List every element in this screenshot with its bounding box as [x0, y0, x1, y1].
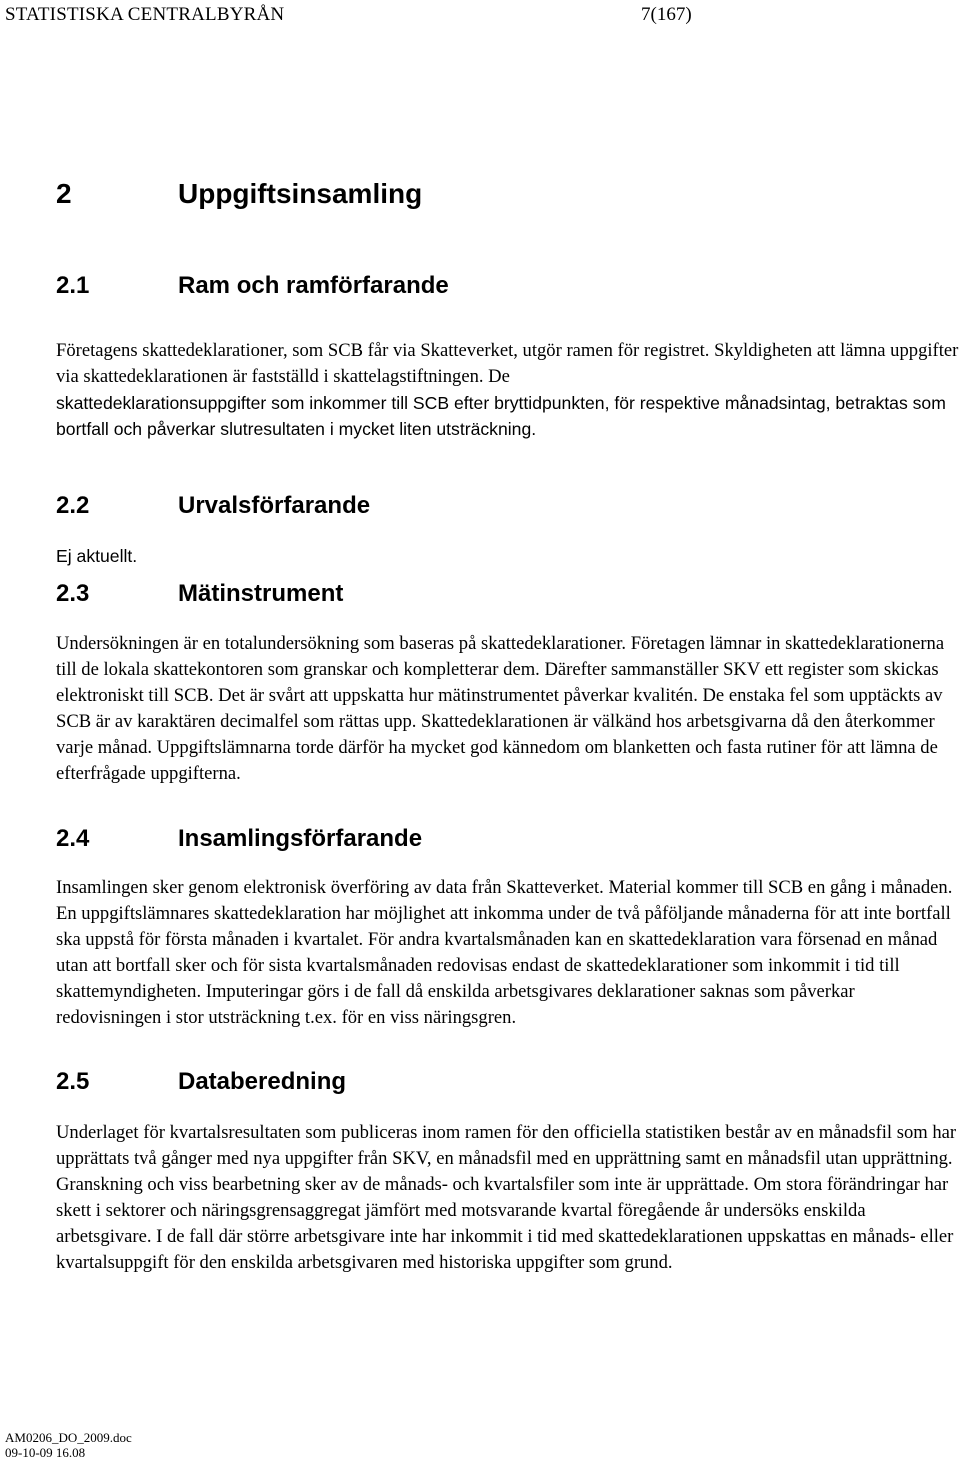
section-title: Insamlingsförfarande	[178, 825, 423, 852]
paragraph: Insamlingen sker genom elektronisk överföring av data från Skatteverket. Material kommer till SCB en gång i månaden. En uppgiftslämnares skattedeklaration har möjlighet att inkomma under de två påföljande månaderna för att inte bortfall ska uppstå för första månaden i kvartalet. För andra kvartalsmånaden kan en skattedeklaration vara försenad en månad utan att bortfall sker och för sista kvartalsmånaden redovisas endast de skattedeklarationer som inkommit i tid till skattemyndigheten. Imputeringar görs i de fall då enskilda arbetsgivares deklarationer saknas som påverkar redovisningen i stor utsträckning t.ex. för en viss näringsgren.	[56, 877, 953, 1028]
section-number: 2.5	[56, 1068, 90, 1095]
chapter-number: 2	[56, 178, 72, 209]
organization-name: STATISTISKA CENTRALBYRÅN	[5, 4, 285, 25]
section-title: Ram och ramförfarande	[178, 272, 449, 299]
footer-datetime: 09-10-09 16.08	[5, 1445, 86, 1460]
paragraph: Företagens skattedeklarationer, som SCB får via Skatteverket, utgör ramen för registret. Skyldigheten att lämna uppgifter via skattedeklarationen är fastställd i skattelagstiftningen. De	[56, 340, 959, 387]
section-number: 2.1	[56, 272, 90, 299]
page-number: 7(167)	[641, 4, 692, 25]
page-footer	[5, 1430, 132, 1460]
paragraph: Ej aktuellt.	[56, 546, 138, 566]
section-number: 2.3	[56, 580, 90, 607]
section-heading-2-3	[56, 580, 343, 608]
section-title: Mätinstrument	[178, 580, 344, 607]
section-heading-2-1	[56, 272, 449, 300]
section-title: Databeredning	[178, 1068, 347, 1095]
chapter-heading	[56, 178, 422, 210]
section-heading-2-2	[56, 492, 370, 520]
section-heading-2-4	[56, 825, 422, 853]
footer-filename: AM0206_DO_2009.doc	[5, 1430, 132, 1445]
chapter-title: Uppgiftsinsamling	[178, 178, 423, 209]
paragraph: Underlaget för kvartalsresultaten som publiceras inom ramen för den officiella statistiken består av en månadsfil som har upprättats två gånger med nya uppgifter från SKV, en månadsfil med en upprättning samt en månadsfil utan upprättning. Granskning och viss bearbetning sker av de månads- och kvartalsfiler som inte är upprättade. Om stora förändringar har skett i sektorer och näringsgrensaggregat jämfört med motsvarande kvartal föregående år undersöks enskilda arbetsgivare. I de fall där större arbetsgivare inte har inkommit i tid med skattedeklarationen uppskattas en månads- eller kvartalsuppgift för den enskilda arbetsgivaren med historiska uppgifter som grund.	[56, 1122, 957, 1273]
page-header	[5, 4, 725, 28]
section-number: 2.2	[56, 492, 90, 519]
paragraph: Undersökningen är en totalundersökning som baseras på skattedeklarationer. Företagen lämnar in skattedeklarationerna till de lokala skattekontoren som granskar och kompletterar dem. Därefter sammanställer SKV ett register som skickas elektroniskt till SCB. Det är svårt att uppskatta hur mätinstrumentet påverkar kvalitén. De enstaka fel som upptäckts av SCB är av karaktären decimalfel som rättas upp. Skattedeklarationen är välkänd hos arbetsgivarna då den återkommer varje månad. Uppgiftslämnarna torde därför ha mycket god kännedom om blanketten och fasta rutiner för att lämna de efterfrågade uppgifterna.	[56, 633, 945, 784]
section-heading-2-5	[56, 1068, 346, 1096]
section-title: Urvalsförfarande	[178, 492, 371, 519]
section-number: 2.4	[56, 825, 90, 852]
paragraph: skattedeklarationsuppgifter som inkommer till SCB efter bryttidpunkten, för respektive månadsintag, betraktas som bortfall och påverkar slutresultaten i mycket liten utsträckning.	[56, 393, 946, 439]
